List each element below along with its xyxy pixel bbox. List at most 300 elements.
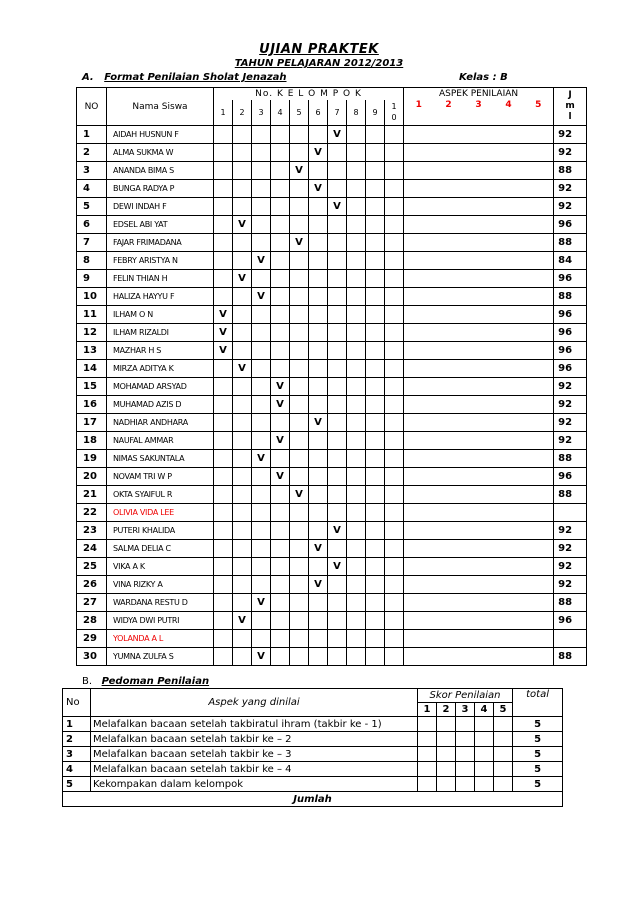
skor-cell-1	[418, 732, 437, 747]
aspek-cell-1	[404, 144, 434, 162]
header-no: NO	[77, 88, 107, 126]
criteria-no: 2	[63, 732, 91, 747]
group-cell-6	[309, 486, 328, 504]
section-a-label: A.	[82, 72, 94, 83]
aspek-cell-4	[494, 198, 524, 216]
criteria-text: Melafalkan bacaan setelah takbir ke – 2	[91, 732, 418, 747]
crit-header-no: No	[63, 689, 91, 717]
table-row	[77, 522, 587, 540]
section-a-heading	[82, 72, 287, 83]
page-subtitle: TAHUN PELAJARAN 2012/2013	[234, 58, 404, 69]
group-cell-4	[271, 126, 290, 144]
table-row	[77, 144, 587, 162]
table-row	[77, 234, 587, 252]
student-no: 29	[77, 630, 107, 648]
group-cell-2	[233, 162, 252, 180]
group-cell-9	[366, 324, 385, 342]
aspek-cell-3	[464, 432, 494, 450]
student-name: MIRZA ADITYA K	[107, 360, 214, 378]
aspek-cell-5	[524, 414, 554, 432]
group-cell-8	[347, 612, 366, 630]
table-row	[77, 576, 587, 594]
criteria-total: 5	[513, 777, 563, 792]
student-score: 92	[554, 180, 587, 198]
group-cell-8	[347, 522, 366, 540]
group-cell-1	[214, 450, 233, 468]
group-cell-5	[290, 180, 309, 198]
criteria-total: 5	[513, 747, 563, 762]
aspek-cell-1	[404, 360, 434, 378]
group-cell-5	[290, 198, 309, 216]
group-cell-2	[233, 378, 252, 396]
aspek-cell-4	[494, 288, 524, 306]
group-cell-6: V	[309, 540, 328, 558]
group-cell-8	[347, 180, 366, 198]
aspek-cell-3	[464, 378, 494, 396]
group-cell-9	[366, 522, 385, 540]
student-score: 96	[554, 468, 587, 486]
aspek-cell-5	[524, 342, 554, 360]
student-score: 88	[554, 450, 587, 468]
student-no: 2	[77, 144, 107, 162]
jumlah-label: Jumlah	[63, 792, 563, 807]
skor-cell-2	[437, 762, 456, 777]
aspek-cell-3	[464, 396, 494, 414]
group-cell-4	[271, 360, 290, 378]
group-cell-1: V	[214, 342, 233, 360]
aspek-cell-1	[404, 252, 434, 270]
aspek-cell-4	[494, 648, 524, 666]
aspek-cell-3	[464, 648, 494, 666]
group-cell-4	[271, 612, 290, 630]
group-cell-8	[347, 450, 366, 468]
student-name: YUMNA ZULFA S	[107, 648, 214, 666]
group-cell-7	[328, 180, 347, 198]
aspek-cell-5	[524, 288, 554, 306]
student-score: 88	[554, 162, 587, 180]
group-cell-7	[328, 486, 347, 504]
group-cell-9	[366, 360, 385, 378]
aspek-cell-2	[434, 612, 464, 630]
group-cell-6	[309, 612, 328, 630]
class-label: Kelas : B	[459, 72, 508, 83]
group-cell-6	[309, 234, 328, 252]
kelompok-col-1: 1	[214, 100, 233, 126]
group-cell-2	[233, 198, 252, 216]
group-cell-10	[385, 306, 404, 324]
aspek-cell-2	[434, 396, 464, 414]
aspek-cell-3	[464, 612, 494, 630]
student-name: EDSEL ABI YAT	[107, 216, 214, 234]
group-cell-1	[214, 396, 233, 414]
group-cell-3	[252, 486, 271, 504]
group-cell-1	[214, 558, 233, 576]
group-cell-8	[347, 648, 366, 666]
group-cell-3	[252, 342, 271, 360]
group-cell-4	[271, 576, 290, 594]
group-cell-8	[347, 252, 366, 270]
aspek-cell-4	[494, 306, 524, 324]
student-no: 12	[77, 324, 107, 342]
group-cell-8	[347, 198, 366, 216]
student-score: 96	[554, 270, 587, 288]
student-name: PUTERI KHALIDA	[107, 522, 214, 540]
group-cell-10	[385, 378, 404, 396]
aspek-cell-4	[494, 162, 524, 180]
student-no: 28	[77, 612, 107, 630]
aspek-cell-2	[434, 198, 464, 216]
table-row	[77, 504, 587, 522]
aspek-cell-1	[404, 306, 434, 324]
aspek-cell-3	[464, 594, 494, 612]
student-score: 92	[554, 378, 587, 396]
group-cell-5: V	[290, 234, 309, 252]
skor-cell-2	[437, 732, 456, 747]
aspek-cell-5	[524, 198, 554, 216]
group-cell-7	[328, 432, 347, 450]
aspek-cell-1	[404, 450, 434, 468]
aspek-cell-2	[434, 450, 464, 468]
student-no: 4	[77, 180, 107, 198]
aspek-cell-3	[464, 540, 494, 558]
table-row	[77, 306, 587, 324]
section-b-heading	[82, 676, 209, 687]
group-cell-9	[366, 396, 385, 414]
aspek-cell-5	[524, 270, 554, 288]
student-name: ALMA SUKMA W	[107, 144, 214, 162]
group-cell-3	[252, 126, 271, 144]
group-cell-6	[309, 630, 328, 648]
student-name: ILHAM RIZALDI	[107, 324, 214, 342]
page-title: UJIAN PRAKTEK	[259, 42, 379, 57]
student-no: 23	[77, 522, 107, 540]
aspek-cell-1	[404, 396, 434, 414]
aspek-cell-5	[524, 180, 554, 198]
group-cell-6	[309, 288, 328, 306]
skor-cell-3	[456, 747, 475, 762]
group-cell-8	[347, 144, 366, 162]
group-cell-7: V	[328, 522, 347, 540]
aspek-cell-4	[494, 234, 524, 252]
group-cell-6	[309, 270, 328, 288]
group-cell-2	[233, 630, 252, 648]
header-jml: J m l	[554, 88, 587, 126]
group-cell-6	[309, 558, 328, 576]
group-cell-3	[252, 504, 271, 522]
student-score: 96	[554, 306, 587, 324]
group-cell-3	[252, 396, 271, 414]
group-cell-6	[309, 342, 328, 360]
group-cell-4	[271, 234, 290, 252]
group-cell-4	[271, 252, 290, 270]
aspek-cell-5	[524, 432, 554, 450]
group-cell-1	[214, 576, 233, 594]
criteria-text: Melafalkan bacaan setelah takbiratul ihram (takbir ke - 1)	[91, 717, 418, 732]
aspek-cell-5	[524, 594, 554, 612]
aspek-cell-1	[404, 216, 434, 234]
group-cell-4: V	[271, 432, 290, 450]
aspek-cell-2	[434, 576, 464, 594]
aspek-cell-4	[494, 504, 524, 522]
aspek-cell-1	[404, 468, 434, 486]
aspek-cell-5	[524, 522, 554, 540]
group-cell-4	[271, 558, 290, 576]
group-cell-3	[252, 270, 271, 288]
aspek-cell-2	[434, 432, 464, 450]
group-cell-2	[233, 342, 252, 360]
group-cell-10	[385, 270, 404, 288]
student-no: 30	[77, 648, 107, 666]
kelompok-col-5: 5	[290, 100, 309, 126]
aspek-col-3: 3	[464, 100, 494, 126]
table-row	[77, 342, 587, 360]
group-cell-6	[309, 324, 328, 342]
kelompok-col-4: 4	[271, 100, 290, 126]
student-score: 96	[554, 360, 587, 378]
group-cell-8	[347, 126, 366, 144]
student-name: HALIZA HAYYU F	[107, 288, 214, 306]
criteria-total: 5	[513, 732, 563, 747]
group-cell-5	[290, 648, 309, 666]
group-cell-5	[290, 252, 309, 270]
group-cell-7	[328, 270, 347, 288]
group-cell-5	[290, 540, 309, 558]
group-cell-3	[252, 612, 271, 630]
skor-cell-4	[475, 717, 494, 732]
table-row	[77, 414, 587, 432]
group-cell-6: V	[309, 144, 328, 162]
aspek-cell-5	[524, 252, 554, 270]
aspek-cell-4	[494, 216, 524, 234]
student-no: 16	[77, 396, 107, 414]
student-score: 92	[554, 432, 587, 450]
group-cell-3	[252, 432, 271, 450]
student-score: 88	[554, 486, 587, 504]
aspek-cell-3	[464, 162, 494, 180]
table-row	[77, 558, 587, 576]
student-name: NOVAM TRI W P	[107, 468, 214, 486]
student-no: 26	[77, 576, 107, 594]
group-cell-2	[233, 252, 252, 270]
aspek-cell-4	[494, 342, 524, 360]
student-score: 88	[554, 234, 587, 252]
aspek-cell-2	[434, 234, 464, 252]
student-no: 10	[77, 288, 107, 306]
student-name: MAZHAR H S	[107, 342, 214, 360]
kelompok-col-8: 8	[347, 100, 366, 126]
group-cell-6	[309, 252, 328, 270]
group-cell-4: V	[271, 396, 290, 414]
group-cell-5	[290, 504, 309, 522]
group-cell-10	[385, 342, 404, 360]
aspek-cell-4	[494, 252, 524, 270]
header-aspek: ASPEK PENILAIAN	[404, 88, 554, 100]
group-cell-10	[385, 558, 404, 576]
group-cell-2	[233, 126, 252, 144]
group-cell-7	[328, 414, 347, 432]
group-cell-10	[385, 216, 404, 234]
group-cell-3	[252, 180, 271, 198]
student-score	[554, 504, 587, 522]
group-cell-3	[252, 522, 271, 540]
aspek-cell-3	[464, 324, 494, 342]
section-b-text: Pedoman Penilaian	[101, 676, 210, 687]
section-b-label: B.	[82, 676, 93, 687]
kelompok-col-6: 6	[309, 100, 328, 126]
kelompok-col-3: 3	[252, 100, 271, 126]
aspek-cell-4	[494, 594, 524, 612]
group-cell-3	[252, 378, 271, 396]
aspek-cell-3	[464, 252, 494, 270]
skor-cell-4	[475, 747, 494, 762]
group-cell-4	[271, 216, 290, 234]
student-name: NIMAS SAKUNTALA	[107, 450, 214, 468]
group-cell-4	[271, 162, 290, 180]
student-score: 92	[554, 396, 587, 414]
table-row	[77, 198, 587, 216]
skor-col-3: 3	[456, 703, 475, 717]
aspek-cell-5	[524, 324, 554, 342]
group-cell-1	[214, 468, 233, 486]
table-row	[77, 324, 587, 342]
group-cell-5	[290, 144, 309, 162]
skor-cell-3	[456, 777, 475, 792]
group-cell-5	[290, 450, 309, 468]
aspek-cell-3	[464, 558, 494, 576]
aspek-cell-4	[494, 396, 524, 414]
group-cell-1	[214, 594, 233, 612]
group-cell-3	[252, 468, 271, 486]
group-cell-4	[271, 198, 290, 216]
group-cell-10	[385, 162, 404, 180]
aspek-cell-3	[464, 486, 494, 504]
aspek-cell-3	[464, 198, 494, 216]
skor-col-1: 1	[418, 703, 437, 717]
group-cell-2	[233, 558, 252, 576]
group-cell-5	[290, 288, 309, 306]
student-no: 17	[77, 414, 107, 432]
aspek-cell-1	[404, 126, 434, 144]
aspek-cell-4	[494, 378, 524, 396]
group-cell-6: V	[309, 576, 328, 594]
table-row	[77, 468, 587, 486]
aspek-cell-3	[464, 144, 494, 162]
aspek-cell-1	[404, 162, 434, 180]
group-cell-5	[290, 126, 309, 144]
aspek-cell-4	[494, 324, 524, 342]
group-cell-5	[290, 378, 309, 396]
table-row	[77, 126, 587, 144]
group-cell-8	[347, 324, 366, 342]
aspek-cell-4	[494, 558, 524, 576]
aspek-cell-3	[464, 522, 494, 540]
group-cell-10	[385, 576, 404, 594]
aspek-cell-5	[524, 234, 554, 252]
group-cell-2	[233, 414, 252, 432]
group-cell-10	[385, 432, 404, 450]
student-score: 92	[554, 144, 587, 162]
group-cell-9	[366, 648, 385, 666]
group-cell-3	[252, 234, 271, 252]
group-cell-5	[290, 612, 309, 630]
group-cell-7	[328, 288, 347, 306]
student-name: SALMA DELIA C	[107, 540, 214, 558]
group-cell-2: V	[233, 216, 252, 234]
group-cell-7	[328, 504, 347, 522]
student-score: 88	[554, 648, 587, 666]
group-cell-9	[366, 288, 385, 306]
group-cell-1	[214, 522, 233, 540]
group-cell-3	[252, 306, 271, 324]
group-cell-8	[347, 396, 366, 414]
group-cell-8	[347, 576, 366, 594]
skor-cell-3	[456, 717, 475, 732]
group-cell-1	[214, 378, 233, 396]
group-cell-7: V	[328, 126, 347, 144]
student-no: 1	[77, 126, 107, 144]
group-cell-9	[366, 270, 385, 288]
aspek-cell-2	[434, 648, 464, 666]
aspek-cell-3	[464, 450, 494, 468]
aspek-col-1: 1	[404, 100, 434, 126]
group-cell-5	[290, 306, 309, 324]
group-cell-6	[309, 162, 328, 180]
student-name: FELIN THIAN H	[107, 270, 214, 288]
group-cell-10	[385, 450, 404, 468]
criteria-row	[63, 777, 563, 792]
aspek-cell-3	[464, 468, 494, 486]
aspek-cell-5	[524, 576, 554, 594]
student-score: 96	[554, 612, 587, 630]
aspek-cell-4	[494, 540, 524, 558]
group-cell-6	[309, 198, 328, 216]
student-no: 19	[77, 450, 107, 468]
group-cell-3	[252, 360, 271, 378]
aspek-cell-3	[464, 180, 494, 198]
group-cell-5	[290, 324, 309, 342]
group-cell-9	[366, 468, 385, 486]
criteria-total: 5	[513, 762, 563, 777]
group-cell-10	[385, 414, 404, 432]
group-cell-6	[309, 504, 328, 522]
group-cell-7	[328, 306, 347, 324]
group-cell-2	[233, 486, 252, 504]
aspek-cell-2	[434, 342, 464, 360]
group-cell-4	[271, 630, 290, 648]
aspek-cell-4	[494, 270, 524, 288]
group-cell-9	[366, 306, 385, 324]
group-cell-2	[233, 522, 252, 540]
group-cell-4: V	[271, 468, 290, 486]
group-cell-5	[290, 360, 309, 378]
group-cell-5	[290, 432, 309, 450]
aspek-cell-1	[404, 288, 434, 306]
group-cell-8	[347, 504, 366, 522]
group-cell-2	[233, 432, 252, 450]
group-cell-3: V	[252, 594, 271, 612]
aspek-cell-1	[404, 324, 434, 342]
student-no: 11	[77, 306, 107, 324]
aspek-cell-5	[524, 306, 554, 324]
student-name: ILHAM O N	[107, 306, 214, 324]
group-cell-6	[309, 450, 328, 468]
aspek-cell-3	[464, 360, 494, 378]
jumlah-row	[63, 792, 563, 807]
header-name: Nama Siswa	[107, 88, 214, 126]
student-name: WARDANA RESTU D	[107, 594, 214, 612]
student-no: 21	[77, 486, 107, 504]
group-cell-8	[347, 162, 366, 180]
